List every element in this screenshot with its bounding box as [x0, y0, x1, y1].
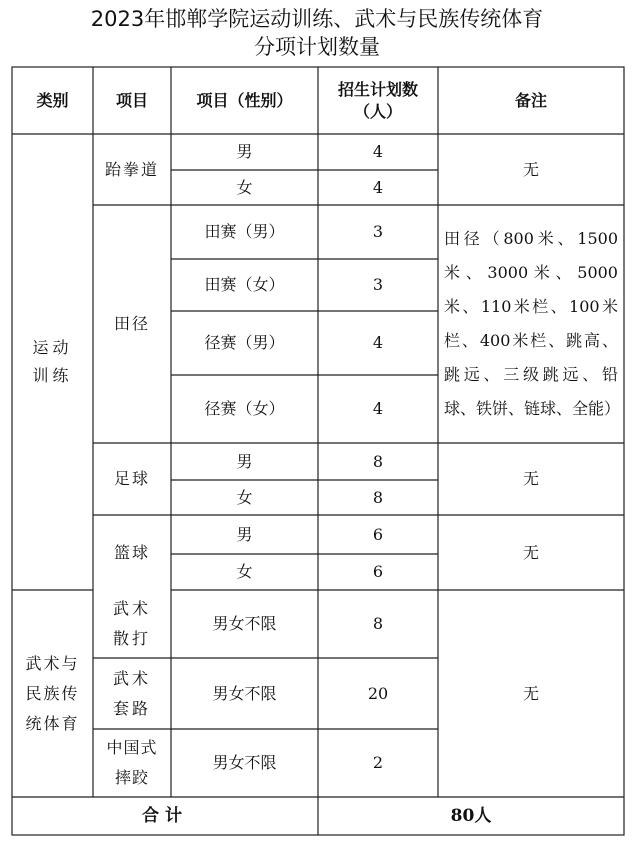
row-sanda-quota: 8	[372, 614, 384, 633]
item-taekwondo: 跆拳道	[104, 159, 159, 179]
header-quota	[318, 67, 438, 134]
item-sanda	[93, 590, 171, 658]
remark-taekwondo: 无	[522, 159, 539, 179]
row-wrestling-quota: 2	[372, 753, 384, 772]
row-football-f-gender: 女	[236, 487, 253, 507]
header-quota-line-2: （人）	[353, 101, 402, 121]
row-field-f-quota: 4	[372, 399, 384, 418]
row-taekwondo-f-quota: 4	[372, 177, 384, 197]
row-track-f-quota: 3	[372, 275, 384, 294]
row-basketball-m-gender: 男	[236, 524, 253, 544]
category-wushu-line-1: 武术与	[25, 653, 80, 673]
row-wrestling-gender: 男女不限	[212, 753, 277, 772]
item-taolu	[93, 658, 171, 729]
row-field-m-quota: 4	[372, 333, 384, 352]
header-item-gender: 项目（性别）	[196, 90, 293, 110]
header-quota-line-1: 招生计划数	[337, 79, 418, 99]
row-track-m-quota: 3	[372, 222, 384, 241]
row-taekwondo-m-quota: 4	[372, 142, 384, 161]
row-basketball-f-gender: 女	[236, 562, 253, 581]
row-football-f-quota: 8	[372, 487, 384, 507]
remark-basketball: 无	[522, 542, 539, 562]
item-sanda-line-1: 武术	[112, 599, 151, 618]
page-title-line-1: 2023年邯郸学院运动训练、武术与民族传统体育	[90, 7, 544, 31]
row-taolu-quota: 20	[367, 683, 389, 703]
item-basketball: 篮球	[113, 542, 150, 562]
category-wushu	[12, 590, 93, 797]
row-basketball-m-quota: 6	[372, 524, 384, 544]
category-wushu-line-3: 统体育	[25, 713, 80, 733]
item-taolu-line-1: 武术	[112, 668, 151, 688]
row-taekwondo-m-gender: 男	[236, 142, 253, 161]
row-field-f-gender: 径赛（女）	[204, 399, 285, 418]
row-field-m-gender: 径赛（男）	[204, 333, 285, 352]
row-football-m-quota: 8	[372, 451, 384, 471]
category-wushu-line-2: 民族传	[25, 683, 80, 703]
row-basketball-f-quota: 6	[372, 562, 384, 581]
row-track-f-gender: 田赛（女）	[204, 275, 285, 294]
row-track-m-gender: 田赛（男）	[204, 222, 285, 241]
item-track-field: 田径	[113, 314, 150, 333]
header-item: 项目	[115, 90, 148, 110]
item-wrestling-line-2: 摔跤	[114, 768, 149, 787]
category-sports-training-line-2: 训练	[32, 366, 73, 385]
total-value: 80人	[450, 806, 492, 826]
row-sanda-gender: 男女不限	[212, 614, 277, 633]
total-label: 合计	[142, 806, 188, 826]
item-sanda-line-2: 散打	[112, 629, 151, 648]
row-taolu-gender: 男女不限	[212, 683, 277, 703]
item-wrestling-line-1: 中国式	[106, 738, 158, 757]
page-title-line-2: 分项计划数量	[254, 35, 380, 59]
item-wrestling	[93, 729, 171, 797]
category-sports-training-line-1: 运动	[32, 338, 73, 357]
item-football: 足球	[113, 469, 150, 488]
category-sports-training	[12, 134, 93, 590]
row-taekwondo-f-gender: 女	[236, 177, 253, 197]
header-category: 类别	[36, 90, 69, 110]
item-taolu-line-2: 套路	[112, 698, 151, 718]
remark-track-field: 田径（800米、1500米、3000米、5000米、110米栏、100米栏、400米栏、跳高、跳远、三级跳远、铅球、铁饼、链球、全能）	[444, 229, 621, 418]
remark-wushu: 无	[522, 683, 539, 703]
header-remarks: 备注	[514, 90, 547, 110]
remark-football: 无	[522, 469, 539, 488]
row-football-m-gender: 男	[236, 451, 253, 471]
